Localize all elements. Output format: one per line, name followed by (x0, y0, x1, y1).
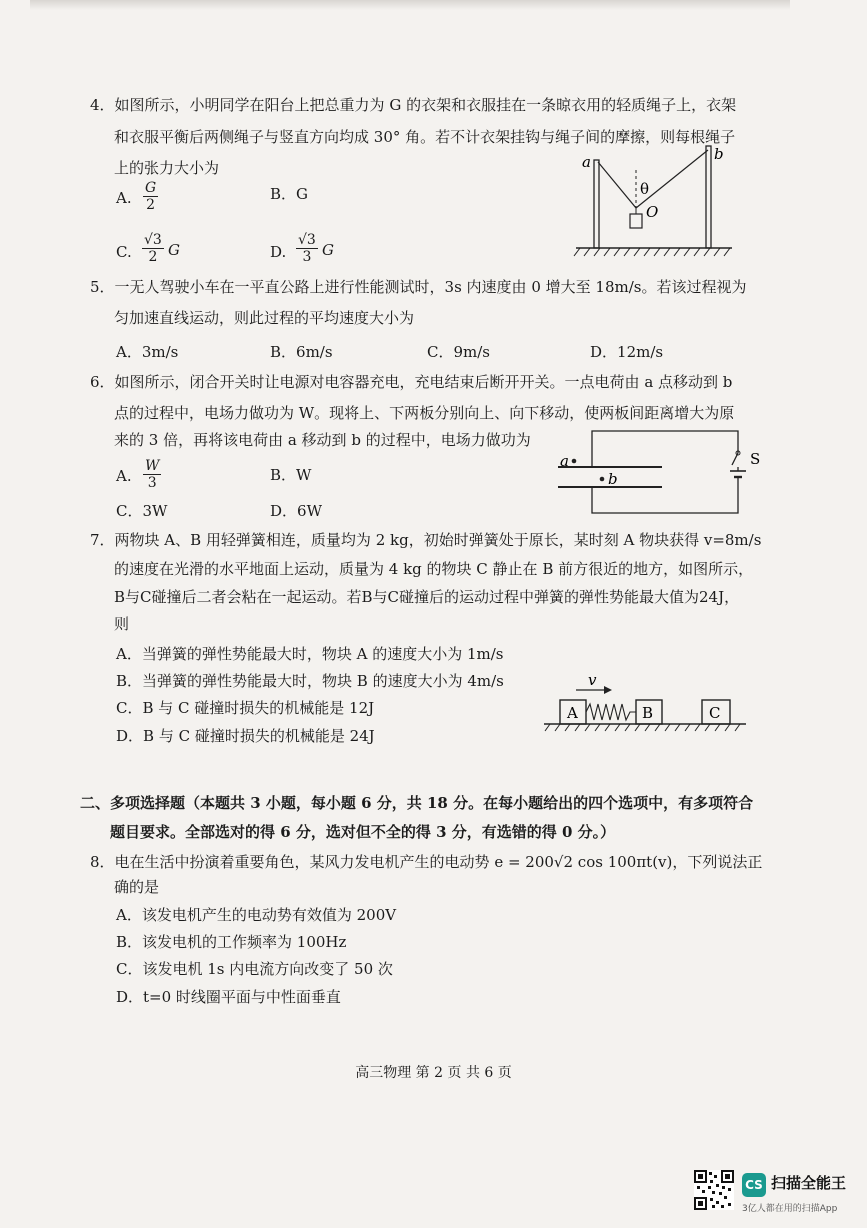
q4-option-d-denominator: 3 (302, 249, 312, 265)
q4-option-d-tail: G (322, 241, 334, 259)
q5-option-a: A．3m/s (116, 343, 179, 361)
q4-line-3: 上的张力大小为 (114, 159, 220, 177)
q4-line-1: 4．如图所示，小明同学在阳台上把总重力为 G 的衣架和衣服挂在一条晾衣用的轻质绳子上，衣架 (90, 96, 737, 114)
q4-option-d-numerator: √3 (298, 232, 316, 248)
q6-figure-label-s: S (750, 450, 761, 468)
q4-option-d-fraction (296, 232, 318, 265)
q6-option-b: B．W (270, 466, 312, 484)
q5-option-c: C．9m/s (427, 343, 490, 361)
q4-figure-label-b: b (714, 145, 724, 163)
q4-option-a-numerator: G (145, 180, 157, 196)
q4-option-c-denominator: 2 (148, 249, 158, 265)
q4-figure-label-a: a (582, 153, 591, 171)
q6-line-3: 来的 3 倍，再将该电荷由 a 移动到 b 的过程中，电场力做功为 (114, 431, 531, 449)
q4-option-b: B．G (270, 185, 309, 203)
q6-option-a-numerator: W (145, 458, 160, 474)
q6-line-1: 6．如图所示，闭合开关时让电源对电容器充电，充电结束后断开开关。一点电荷由 a 点移动到 b (90, 373, 733, 391)
q7-blocks-spring-figure (540, 668, 750, 734)
q7-option-b: B．当弹簧的弹性势能最大时，物块 B 的速度大小为 4m/s (116, 672, 504, 690)
q6-capacitor-circuit (550, 425, 770, 520)
q6-figure-label-a: a (560, 452, 569, 470)
q6-option-d: D．6W (270, 502, 322, 520)
q7-block-a: A (567, 704, 578, 722)
q6-line-2: 点的过程中，电场力做功为 W。现将上、下两板分别向上、向下移动，使两板间距离增大为原 (114, 404, 735, 422)
camscanner-logo: CS (742, 1173, 766, 1197)
q8-line-1: 8．电在生活中扮演着重要角色，某风力发电机产生的电动势 e = 200√2 cos 100πt(v)，下列说法正 (90, 853, 763, 871)
q8-option-b: B．该发电机的工作频率为 100Hz (116, 933, 347, 951)
q4-option-c-numerator: √3 (144, 232, 162, 248)
q6-figure-label-b: b (608, 470, 618, 488)
q7-line-3: B与C碰撞后二者会粘在一起运动。若B与C碰撞后的运动过程中弹簧的弹性势能最大值为24J， (114, 588, 740, 606)
q6-option-c: C．3W (116, 502, 168, 520)
q7-block-b: B (642, 704, 654, 722)
q4-option-a-denominator: 2 (146, 197, 156, 213)
q6-option-a-denominator: 3 (147, 475, 157, 491)
q4-figure-label-theta: θ (640, 180, 650, 198)
q7-line-2: 的速度在光滑的水平地面上运动，质量为 4 kg 的物块 C 静止在 B 前方很近的地方，如图所示， (114, 560, 754, 578)
q4-option-c-tail: G (168, 241, 180, 259)
page-footer: 高三物理 第 2 页 共 6 页 (355, 1065, 512, 1081)
scan-top-edge (30, 0, 790, 10)
q8-option-d: D．t=0 时线圈平面与中性面垂直 (116, 988, 341, 1006)
q4-option-a-fraction (143, 180, 158, 213)
q4-option-c-fraction (142, 232, 164, 265)
section-2-heading-line-2: 题目要求。全部选对的得 6 分，选对但不全的得 3 分，有选错的得 0 分。） (110, 823, 616, 841)
q6-option-a-fraction (143, 458, 161, 491)
section-2-heading-line-1: 二、多项选择题（本题共 3 小题，每小题 6 分，共 18 分。在每小题给出的四个选项中，有多项符合 (80, 794, 754, 812)
q5-line-1: 5．一无人驾驶小车在一平直公路上进行性能测试时，3s 内速度由 0 增大至 18m/s。若该过程视为 (90, 278, 747, 296)
q4-option-a-label: A. (116, 189, 132, 207)
q7-line-1: 7．两物块 A、B 用轻弹簧相连，质量均为 2 kg，初始时弹簧处于原长，某时刻 A 物块获得 v=8m/s (90, 531, 762, 549)
q5-option-d: D．12m/s (590, 343, 664, 361)
q7-line-4: 则 (114, 615, 130, 633)
q7-option-a: A．当弹簧的弹性势能最大时，物块 A 的速度大小为 1m/s (116, 645, 504, 663)
q8-line-2: 确的是 (114, 878, 160, 896)
q4-option-c-label: C. (116, 243, 132, 261)
qr-code-icon (694, 1170, 734, 1210)
q7-option-c: C．B 与 C 碰撞时损失的机械能是 12J (116, 699, 375, 717)
q4-line-2: 和衣服平衡后两侧绳子与竖直方向均成 30° 角。若不计衣架挂钩与绳子间的摩擦，则每根绳子 (114, 128, 736, 146)
q7-option-d: D．B 与 C 碰撞时损失的机械能是 24J (116, 727, 375, 745)
q8-option-c: C．该发电机 1s 内电流方向改变了 50 次 (116, 960, 393, 978)
q5-option-b: B．6m/s (270, 343, 333, 361)
camscanner-tagline: 3亿人都在用的扫描App (742, 1204, 838, 1214)
q5-line-2: 匀加速直线运动，则此过程的平均速度大小为 (114, 309, 415, 327)
q4-clothesline-figure (570, 140, 740, 265)
q7-block-c: C (709, 704, 721, 722)
camscanner-name: 扫描全能王 (771, 1174, 847, 1192)
q4-figure-label-o: O (646, 203, 659, 221)
q7-figure-label-v: v (588, 671, 597, 689)
q6-option-a-label: A. (116, 467, 132, 485)
q8-option-a: A．该发电机产生的电动势有效值为 200V (116, 906, 397, 924)
q4-option-d-label: D. (270, 243, 287, 261)
